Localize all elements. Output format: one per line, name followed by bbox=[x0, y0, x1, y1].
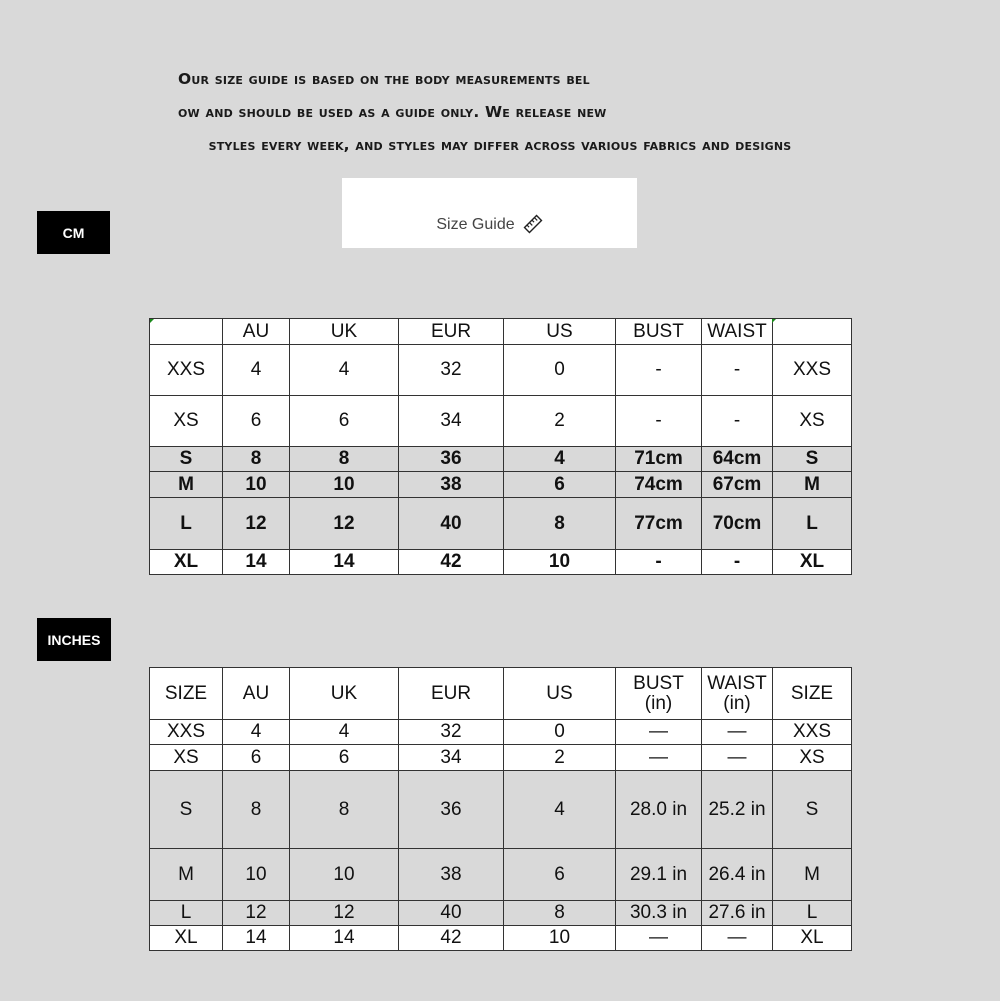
table-row bbox=[150, 720, 852, 745]
cell: — bbox=[702, 745, 773, 771]
cell: 40 bbox=[399, 498, 504, 550]
cell: XS bbox=[150, 745, 223, 771]
header-cell: SIZE bbox=[773, 668, 852, 720]
cell: 2 bbox=[504, 745, 616, 771]
cell: — bbox=[702, 926, 773, 951]
cell: 71cm bbox=[616, 447, 702, 472]
cell: 10 bbox=[290, 472, 399, 498]
cell: S bbox=[150, 447, 223, 472]
ruler-icon bbox=[523, 214, 543, 234]
cell: 4 bbox=[223, 345, 290, 396]
table-header-row bbox=[150, 668, 852, 720]
header-cell: AU bbox=[223, 319, 290, 345]
cell: — bbox=[616, 926, 702, 951]
header-cell: UK bbox=[290, 668, 399, 720]
table-row bbox=[150, 345, 852, 396]
cell: 14 bbox=[290, 550, 399, 575]
table-row bbox=[150, 498, 852, 550]
cell: 6 bbox=[223, 745, 290, 771]
cell: XL bbox=[150, 550, 223, 575]
cell: 34 bbox=[399, 745, 504, 771]
cell: M bbox=[150, 472, 223, 498]
header-cell: EUR bbox=[399, 668, 504, 720]
cell: XL bbox=[150, 926, 223, 951]
table-row bbox=[150, 901, 852, 926]
header-cell: SIZE bbox=[150, 668, 223, 720]
cell: 4 bbox=[290, 720, 399, 745]
cell: 40 bbox=[399, 901, 504, 926]
cell: 8 bbox=[223, 771, 290, 849]
cell: 25.2 in bbox=[702, 771, 773, 849]
table-row bbox=[150, 550, 852, 575]
cell: — bbox=[616, 720, 702, 745]
inches-size-table bbox=[149, 667, 852, 951]
header-cell: US bbox=[504, 668, 616, 720]
cell: - bbox=[616, 550, 702, 575]
cell: S bbox=[773, 771, 852, 849]
cell: 64cm bbox=[702, 447, 773, 472]
size-guide-button[interactable] bbox=[342, 178, 637, 248]
cell: 77cm bbox=[616, 498, 702, 550]
cell: 42 bbox=[399, 926, 504, 951]
table-row bbox=[150, 771, 852, 849]
cell: XS bbox=[773, 745, 852, 771]
intro-line-1: Our size guide is based on the body measurements bel bbox=[178, 70, 590, 88]
cell: XS bbox=[773, 396, 852, 447]
cell: 27.6 in bbox=[702, 901, 773, 926]
cell: 12 bbox=[223, 498, 290, 550]
header-cell: EUR bbox=[399, 319, 504, 345]
cell: - bbox=[702, 396, 773, 447]
header-cell: WAIST bbox=[702, 319, 773, 345]
header-cell: AU bbox=[223, 668, 290, 720]
cell: 32 bbox=[399, 720, 504, 745]
cell: 14 bbox=[223, 926, 290, 951]
cell: - bbox=[616, 396, 702, 447]
cell: 36 bbox=[399, 771, 504, 849]
cell: 4 bbox=[290, 345, 399, 396]
cell: XXS bbox=[773, 345, 852, 396]
cell: 38 bbox=[399, 849, 504, 901]
cell: 8 bbox=[290, 447, 399, 472]
inches-badge: INCHES bbox=[37, 618, 111, 661]
cell: 10 bbox=[290, 849, 399, 901]
table-row bbox=[150, 396, 852, 447]
cell: S bbox=[773, 447, 852, 472]
cell: 8 bbox=[504, 498, 616, 550]
cell: 6 bbox=[504, 849, 616, 901]
cell: 30.3 in bbox=[616, 901, 702, 926]
cell: L bbox=[773, 901, 852, 926]
cell: 8 bbox=[504, 901, 616, 926]
cell: 14 bbox=[223, 550, 290, 575]
cell: 10 bbox=[223, 849, 290, 901]
cell: 26.4 in bbox=[702, 849, 773, 901]
table-row bbox=[150, 745, 852, 771]
cell: 6 bbox=[223, 396, 290, 447]
cell: 32 bbox=[399, 345, 504, 396]
cell: 38 bbox=[399, 472, 504, 498]
header-cell: UK bbox=[290, 319, 399, 345]
cell: 36 bbox=[399, 447, 504, 472]
cell: 10 bbox=[504, 550, 616, 575]
cell: - bbox=[616, 345, 702, 396]
cell-marker bbox=[772, 319, 776, 323]
cell: 12 bbox=[290, 901, 399, 926]
cm-badge: CM bbox=[37, 211, 110, 254]
header-cell bbox=[773, 319, 852, 345]
cell: 4 bbox=[223, 720, 290, 745]
cell: 0 bbox=[504, 345, 616, 396]
cell: 10 bbox=[504, 926, 616, 951]
cell: 6 bbox=[290, 745, 399, 771]
cell: 74cm bbox=[616, 472, 702, 498]
table-row bbox=[150, 926, 852, 951]
cell: - bbox=[702, 550, 773, 575]
header-cell: WAIST (in) bbox=[702, 668, 773, 720]
size-guide-label: Size Guide bbox=[436, 216, 515, 233]
header-cell: US bbox=[504, 319, 616, 345]
cell: 70cm bbox=[702, 498, 773, 550]
cell: XL bbox=[773, 550, 852, 575]
cell: L bbox=[773, 498, 852, 550]
cell: 42 bbox=[399, 550, 504, 575]
header-cell bbox=[150, 319, 223, 345]
cell: 4 bbox=[504, 447, 616, 472]
cell: M bbox=[150, 849, 223, 901]
table-header-row bbox=[150, 319, 852, 345]
cell: - bbox=[702, 345, 773, 396]
cell: 0 bbox=[504, 720, 616, 745]
header-cell: BUST bbox=[616, 319, 702, 345]
cell: 6 bbox=[504, 472, 616, 498]
table-row bbox=[150, 472, 852, 498]
cell: 28.0 in bbox=[616, 771, 702, 849]
header-cell: BUST (in) bbox=[616, 668, 702, 720]
cell: 2 bbox=[504, 396, 616, 447]
cell: 4 bbox=[504, 771, 616, 849]
cell: — bbox=[616, 745, 702, 771]
cell-marker bbox=[150, 319, 154, 323]
table-row bbox=[150, 849, 852, 901]
cell: 10 bbox=[223, 472, 290, 498]
cell: 8 bbox=[290, 771, 399, 849]
cell: M bbox=[773, 849, 852, 901]
cell: XXS bbox=[150, 345, 223, 396]
cell: 67cm bbox=[702, 472, 773, 498]
intro-line-3: styles every week, and styles may differ across various fabrics and designs bbox=[208, 136, 792, 154]
cell: XXS bbox=[773, 720, 852, 745]
intro-line-2: ow and should be used as a guide only. We release new bbox=[178, 103, 607, 121]
cell: 29.1 in bbox=[616, 849, 702, 901]
cell: 8 bbox=[223, 447, 290, 472]
cell: XS bbox=[150, 396, 223, 447]
cell: L bbox=[150, 498, 223, 550]
cell: 34 bbox=[399, 396, 504, 447]
cell: L bbox=[150, 901, 223, 926]
cell: XL bbox=[773, 926, 852, 951]
table-row bbox=[150, 447, 852, 472]
cell: — bbox=[702, 720, 773, 745]
cm-size-table bbox=[149, 318, 852, 575]
cell: XXS bbox=[150, 720, 223, 745]
cell: 6 bbox=[290, 396, 399, 447]
cell: 12 bbox=[223, 901, 290, 926]
cell: M bbox=[773, 472, 852, 498]
cell: S bbox=[150, 771, 223, 849]
cell: 12 bbox=[290, 498, 399, 550]
cell: 14 bbox=[290, 926, 399, 951]
